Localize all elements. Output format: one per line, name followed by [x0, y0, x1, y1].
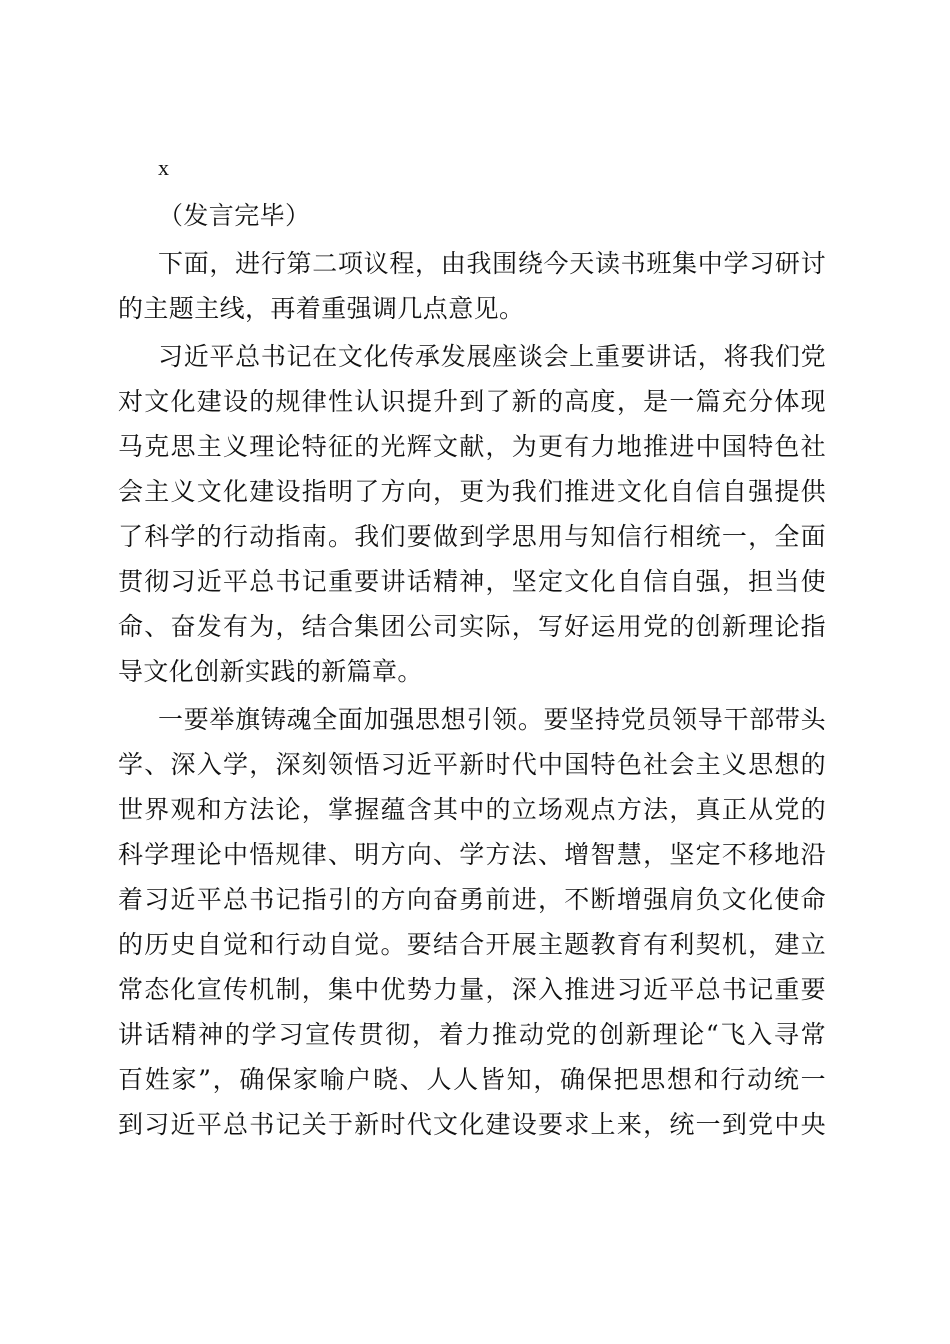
text-line: 着习近平总书记指引的方向奋勇前进，不断增强肩负文化使命 — [118, 885, 826, 914]
text-line: 对文化建设的规律性认识提升到了新的高度，是一篇充分体现 — [118, 387, 826, 416]
text-line: x — [158, 155, 170, 180]
text-line: 会主义文化建设指明了方向，更为我们推进文化自信自强提供 — [118, 477, 826, 506]
text-line: 讲话精神的学习宣传贯彻，着力推动党的创新理论“飞入寻常 — [118, 1020, 826, 1049]
text-line: 下面，进行第二项议程，由我围绕今天读书班集中学习研讨 — [158, 249, 826, 278]
paragraph-marker — [118, 145, 826, 190]
text-line: 导文化创新实践的新篇章。 — [118, 657, 423, 686]
text-line: 马克思主义理论特征的光辉文献，为更有力地推进中国特色社 — [118, 432, 826, 461]
text-line: 的主题主线，再着重强调几点意见。 — [118, 294, 525, 323]
paragraph-agenda — [118, 241, 826, 331]
document-body — [118, 145, 826, 1150]
paragraph-closing-note — [118, 193, 826, 238]
text-line: 学、深入学，深刻领悟习近平新时代中国特色社会主义思想的 — [118, 750, 826, 779]
text-line: 习近平总书记在文化传承发展座谈会上重要讲话，将我们党 — [158, 342, 826, 371]
text-line: 贯彻习近平总书记重要讲话精神，坚定文化自信自强，担当使 — [118, 567, 826, 596]
text-line: 世界观和方法论，掌握蕴含其中的立场观点方法，真正从党的 — [118, 795, 826, 824]
text-line: 命、奋发有为，结合集团公司实际，写好运用党的创新理论指 — [118, 612, 826, 641]
text-line: 科学理论中悟规律、明方向、学方法、增智慧，坚定不移地沿 — [118, 840, 826, 869]
text-line: 一要举旗铸魂全面加强思想引领。要坚持党员领导干部带头 — [158, 705, 826, 734]
text-line: 的历史自觉和行动自觉。要结合开展主题教育有利契机，建立 — [118, 930, 826, 959]
paragraph-point-one — [118, 697, 826, 1147]
text-line: （发言完毕） — [158, 201, 311, 230]
text-line: 到习近平总书记关于新时代文化建设要求上来，统一到党中央 — [118, 1110, 826, 1139]
text-line: 常态化宣传机制，集中优势力量，深入推进习近平总书记重要 — [118, 975, 826, 1004]
text-line: 了科学的行动指南。我们要做到学思用与知信行相统一，全面 — [118, 522, 826, 551]
paragraph-speech-summary — [118, 334, 826, 694]
text-line: 百姓家”，确保家喻户晓、人人皆知，确保把思想和行动统一 — [118, 1065, 826, 1094]
